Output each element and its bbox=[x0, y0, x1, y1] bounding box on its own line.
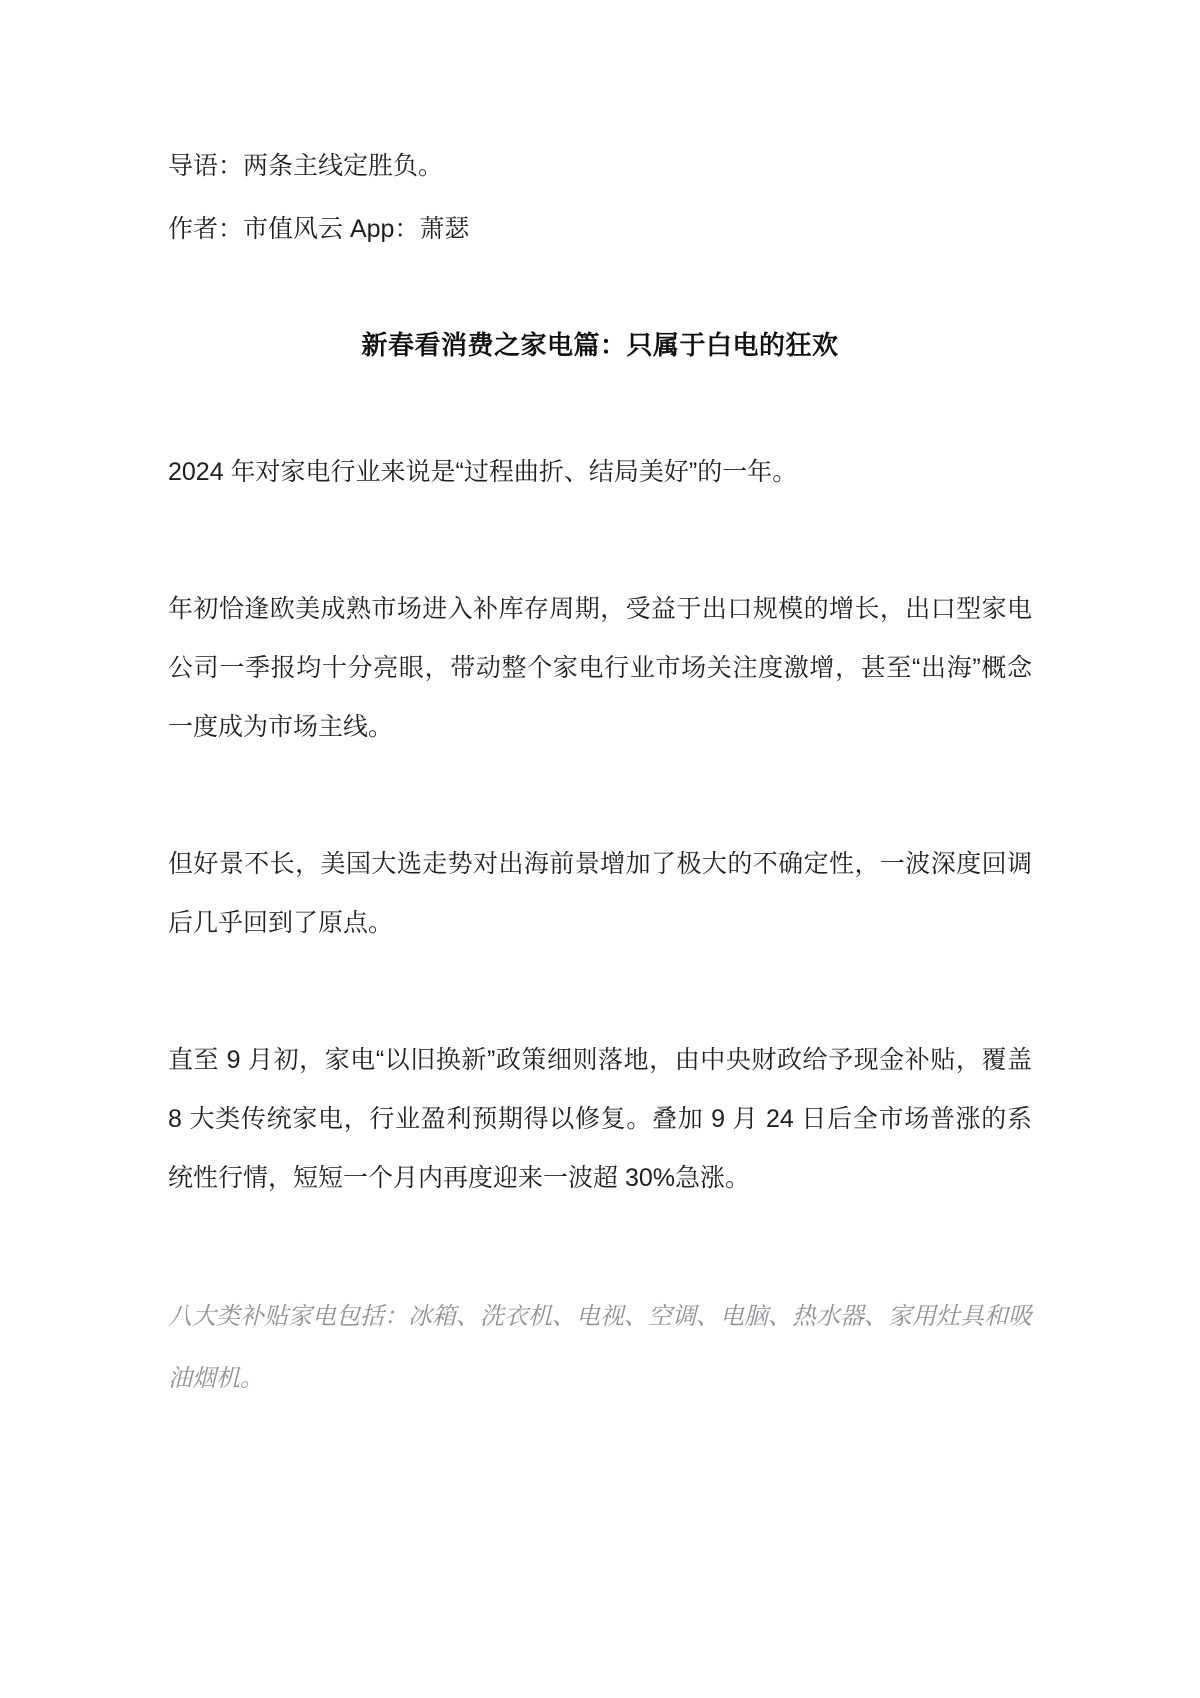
paragraph-intro: 2024 年对家电行业来说是“过程曲折、结局美好”的一年。 bbox=[168, 458, 798, 486]
author-line: 作者：市值风云 App：萧瑟 bbox=[168, 215, 470, 243]
note-subsidy-categories: 八大类补贴家电包括：冰箱、洗衣机、电视、空调、电脑、热水器、家用灶具和吸油烟机。 bbox=[168, 1303, 1032, 1392]
paragraph-election-pullback: 但好景不长，美国大选走势对出海前景增加了极大的不确定性，一波深度回调后几乎回到了原点。 bbox=[168, 850, 1032, 937]
article-title: 新春看消费之家电篇：只属于白电的狂欢 bbox=[361, 330, 839, 360]
paragraph-trade-in-policy: 直至 9 月初，家电“以旧换新”政策细则落地，由中央财政给予现金补贴，覆盖 8 大类传统家电，行业盈利预期得以修复。叠加 9 月 24 日后全市场普涨的系统性行情，短短一个月内再度迎来一波超 30%急涨。 bbox=[168, 1046, 1032, 1192]
lede-line: 导语：两条主线定胜负。 bbox=[168, 152, 444, 180]
paragraph-export-cycle: 年初恰逢欧美成熟市场进入补库存周期，受益于出口规模的增长，出口型家电公司一季报均十分亮眼，带动整个家电行业市场关注度激增，甚至“出海”概念一度成为市场主线。 bbox=[168, 595, 1032, 741]
